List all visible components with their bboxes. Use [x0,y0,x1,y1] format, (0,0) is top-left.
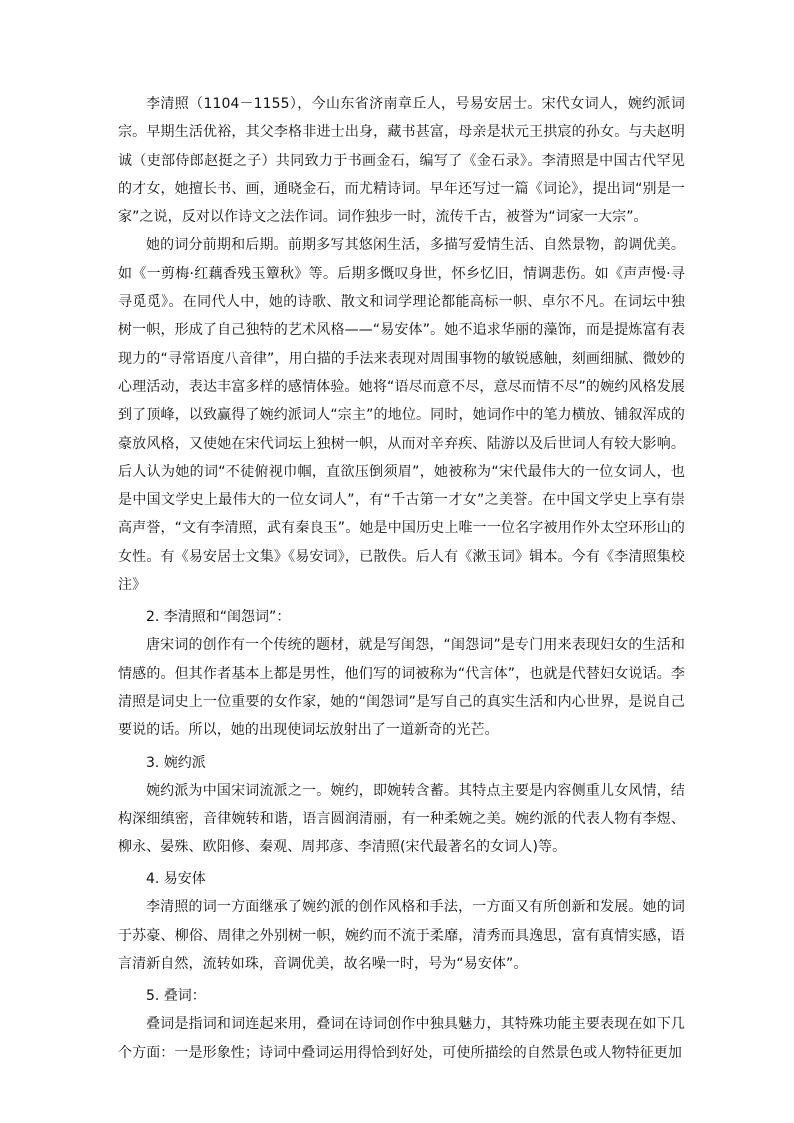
section-heading-4: 4. 易安体 [146,871,206,888]
section-heading-3: 3. 婉约派 [146,754,206,771]
section-5-body: 叠词是指词和词连起来用，叠词在诗词创作中独具魅力，其特殊功能主要表现在如下几个方面：一是形象性；诗词中叠词运用得恰到好处，可使所描绘的自然景色或人物特征更加 [118,1016,685,1061]
intro-paragraph-1: 李清照（1104－1155），今山东省济南章丘人，号易安居士。宋代女词人，婉约派词宗。早期生活优裕，其父李格非进士出身，藏书甚富，母亲是状元王拱宸的孙女。与夫赵明诚（吏部侍郎赵挺之子）共同致力于书画金石，编写了《金石录》。李清照是中国古代罕见的才女，她擅长书、画，通晓金石，而尤精诗词。早年还写过一篇《词论》，提出词“别是一家”之说，反对以作诗文之法作词。词作独步一时，流传千古，被誉为“词家一大宗”。 [118,96,685,226]
section-4-body: 李清照的词一方面继承了婉约派的创作风格和手法，一方面又有所创新和发展。她的词于苏豪、柳俗、周律之外别树一帜，婉约而不流于柔靡，清秀而具逸思，富有真情实感，语言清新自然，流转如珠，音调优美，故名噪一时，号为“易安体”。 [118,899,685,973]
section-2-body: 唐宋词的创作有一个传统的题材，就是写闺怨，“闺怨词”是专门用来表现妇女的生活和情感的。但其作者基本上都是男性，他们写的词被称为“代言体”，也就是代替妇女说话。李清照是词史上一位重要的女作家，她的“闺怨词”是写自己的真实生活和内心世界，是说自己要说的话。所以，她的出现使词坛放射出了一道新奇的光芒。 [118,637,685,739]
section-heading-5: 5. 叠词： [146,988,206,1005]
document-page [118,90,685,1067]
section-heading-2: 2. 李清照和“闺怨词”： [146,609,291,626]
intro-paragraph-2: 她的词分前期和后期。前期多写其悠闲生活，多描写爱情生活、自然景物，韵调优美。如《一剪梅·红藕香残玉簟秋》等。后期多慨叹身世，怀乡忆旧，情调悲伤。如《声声慢·寻寻觅觅》。在同代人中，她的诗歌、散文和词学理论都能高标一帜、卓尔不凡。在词坛中独树一帜，形成了自己独特的艺术风格——“易安体”。她不追求华丽的藻饰，而是提炼富有表现力的“寻常语度八音律”，用白描的手法来表现对周围事物的敏锐感触，刻画细腻、微妙的心理活动，表达丰富多样的感情体验。她将“语尽而意不尽，意尽而情不尽”的婉约风格发展到了顶峰，以致赢得了婉约派词人“宗主”的地位。同时，她词作中的笔力横放、铺叙浑成的豪放风格，又使她在宋代词坛上独树一帜，从而对辛弃疾、陆游以及后世词人有较大影响。后人认为她的词“不徒俯视巾帼，直欲压倒须眉”，她被称为“宋代最伟大的一位女词人，也是中国文学史上最伟大的一位女词人”，有“千古第一才女”之美誉。在中国文学史上享有崇高声誉，“文有李清照，武有秦良玉”。她是中国历史上唯一一位名字被用作外太空环形山的女性。有《易安居士文集》《易安词》，已散佚。后人有《漱玉词》辑本。今有《李清照集校注》 [118,237,685,594]
section-3-body: 婉约派为中国宋词流派之一。婉约，即婉转含蓄。其特点主要是内容侧重儿女风情，结构深细缜密，音律婉转和谐，语言圆润清丽，有一种柔婉之美。婉约派的代表人物有李煜、柳永、晏殊、欧阳修、秦观、周邦彦、李清照(宋代最著名的女词人)等。 [118,782,685,856]
